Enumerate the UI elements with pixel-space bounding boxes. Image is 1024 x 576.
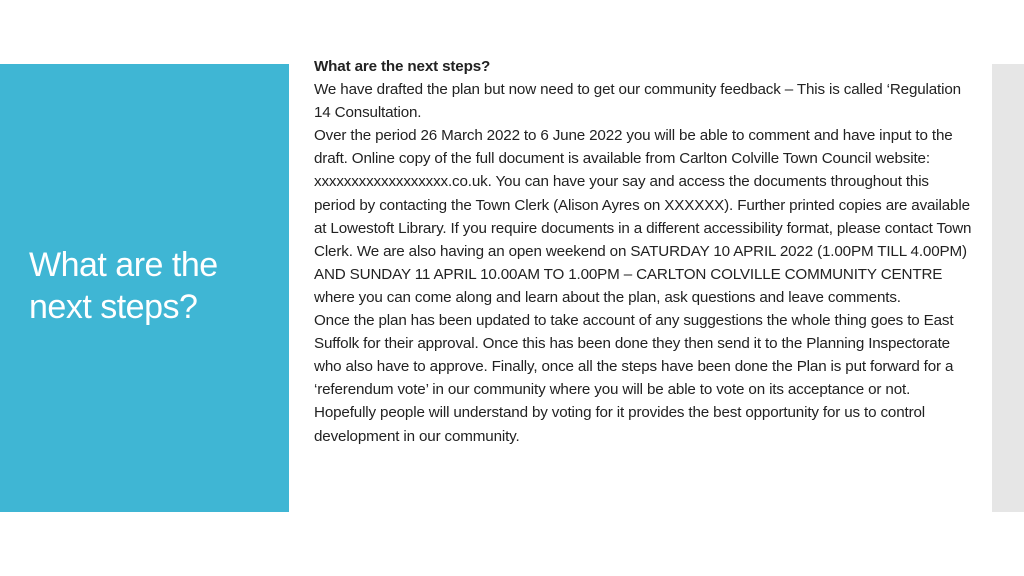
body-paragraph-approval: Once the plan has been updated to take account of any suggestions the whole thing goes to East Suffolk for their approval. Once this has been done they then send it to the Planning Inspectorate who also have to approve. Finally, once all the steps have been done the Plan is put forward for a ‘referendum vote’ in our community where you will be able to vote on its acceptance or not. Hopefully people will understand by voting for it provides the best opportunity for us to control development in our community. bbox=[314, 312, 954, 445]
right-decorative-bar bbox=[992, 64, 1024, 512]
body-paragraph-intro: We have drafted the plan but now need to get our community feedback – This is called ‘Regulation 14 Consultation. bbox=[314, 81, 961, 122]
body-heading: What are the next steps? bbox=[314, 58, 491, 75]
slide-title: What are the next steps? bbox=[29, 246, 218, 326]
body-paragraph-consultation: Over the period 26 March 2022 to 6 June 2022 you will be able to comment and have input to the draft. Online copy of the full document is available from Carlton Colville Town Council website: xxxxxxxxxxxxxxxxxx.co.uk. You can have your say and access the documents throughout this period by contacting the Town Clerk (Alison Ayres on XXXXXX). Further printed copies are available at Lowestoft Library. If you require documents in a different accessibility format, please contact Town Clerk. We are also having an open weekend on SATURDAY 10 APRIL 2022 (1.00PM TILL 4.00PM) AND SUNDAY 11 APRIL 10.00AM TO 1.00PM – CARLTON COLVILLE COMMUNITY CENTRE where you can come along and learn about the plan, ask questions and leave comments. bbox=[314, 127, 972, 306]
body-content bbox=[314, 55, 974, 448]
